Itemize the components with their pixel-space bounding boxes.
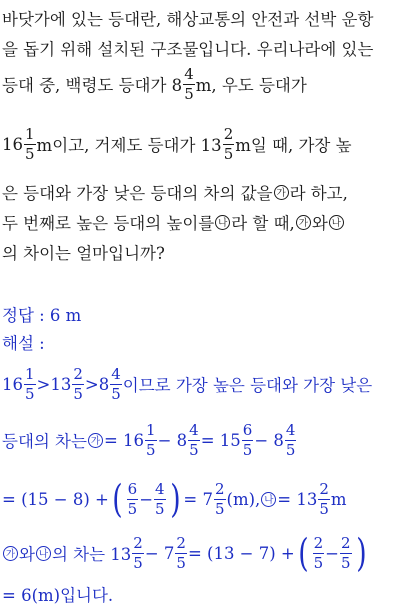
circled-ga-symbol: 가: [88, 433, 103, 448]
numerator: 2: [340, 533, 351, 552]
fraction: [313, 533, 325, 572]
explanation-line-1: [2, 362, 398, 406]
math-text: (m),: [226, 489, 261, 509]
numerator: 2: [176, 533, 186, 552]
question-text: 두 번째로 높은 등대의 높이를: [2, 214, 215, 233]
denominator: 5: [184, 84, 194, 103]
denominator: 5: [25, 144, 35, 163]
explanation-line-5: [2, 582, 398, 606]
fraction: [214, 479, 226, 518]
math-text: 8: [98, 374, 110, 394]
denominator: 5: [189, 440, 199, 459]
numerator: 4: [189, 420, 199, 439]
fraction: [24, 364, 36, 403]
math-text: −: [139, 489, 154, 509]
math-text: = 16: [103, 430, 145, 450]
question-text: m이고, 거제도 등대가 13: [36, 136, 222, 155]
math-text: − 8: [157, 430, 188, 450]
numerator: 2: [133, 533, 143, 552]
question-line-1: [2, 6, 398, 30]
question-line-6: [2, 210, 398, 234]
question-text: 와: [311, 214, 328, 233]
fraction: [242, 420, 254, 459]
question-text: 16: [2, 134, 23, 154]
fraction: [127, 479, 139, 518]
math-text: = 13: [277, 489, 318, 509]
fraction: [318, 479, 330, 518]
explanation-line-2: [2, 418, 398, 462]
math-text: m: [330, 489, 347, 509]
denominator: 5: [319, 499, 329, 518]
question-line-4: [2, 122, 398, 166]
circled-na-symbol: 나: [36, 546, 51, 561]
numerator: 4: [155, 479, 165, 498]
denominator: 5: [133, 553, 143, 572]
numerator: 1: [146, 420, 156, 439]
numerator: 2: [223, 124, 234, 143]
question-line-2: [2, 36, 398, 60]
right-paren: ): [355, 531, 367, 575]
numerator: 2: [313, 533, 324, 552]
fraction: [223, 124, 235, 163]
circled-ga-symbol: 가: [274, 185, 289, 200]
numerator: 2: [319, 479, 329, 498]
fraction: [145, 420, 157, 459]
math-text: = (13 − 7) +: [187, 543, 295, 563]
math-text: = 6(m)입니다.: [2, 586, 114, 605]
explanation-text: 등대의 차는: [2, 432, 87, 451]
explanation-label: 해설 :: [2, 334, 45, 353]
answer-line: [2, 302, 398, 326]
fraction: [72, 364, 84, 403]
fraction: [154, 479, 166, 518]
fraction: [175, 533, 187, 572]
numerator: 4: [111, 364, 121, 383]
fraction: [285, 420, 297, 459]
denominator: 5: [146, 440, 156, 459]
denominator: 5: [111, 384, 121, 403]
question-line-5: [2, 180, 398, 204]
fraction: [24, 124, 36, 163]
denominator: 5: [73, 384, 83, 403]
fraction: [188, 420, 200, 459]
circled-ga-symbol: 가: [3, 546, 18, 561]
math-text: >: [36, 374, 51, 394]
question-text: 은 등대와 가장 낮은 등대의 차의 값을: [2, 184, 273, 203]
circled-na-symbol: 나: [261, 492, 276, 507]
question-line-7: [2, 240, 398, 264]
circled-ga-symbol: 가: [296, 215, 311, 230]
fraction: [183, 64, 195, 103]
circled-na-symbol: 나: [329, 215, 344, 230]
explanation-line-3: [2, 474, 398, 524]
denominator: 5: [242, 440, 253, 459]
explanation-line-4: [2, 528, 398, 578]
denominator: 5: [340, 553, 351, 572]
fraction: [110, 364, 122, 403]
explanation-label-line: [2, 330, 398, 354]
question-text: 라 하고,: [289, 184, 348, 203]
math-text: − 7: [144, 543, 175, 563]
math-text: −: [325, 543, 339, 563]
question-line-3: [2, 62, 398, 106]
denominator: 5: [127, 499, 138, 518]
denominator: 5: [25, 384, 35, 403]
numerator: 1: [25, 364, 35, 383]
question-text: m일 때, 가장 높: [235, 136, 352, 155]
left-paren: (: [297, 531, 309, 575]
circled-na-symbol: 나: [215, 215, 230, 230]
explanation-text: 의 차는 13: [51, 545, 132, 564]
math-text: 13: [50, 374, 72, 394]
question-text: m, 우도 등대가: [195, 76, 307, 95]
math-text: − 8: [254, 430, 284, 450]
numerator: 2: [73, 364, 83, 383]
explanation-text: 이므로 가장 높은 등대와 가장 낮은: [122, 376, 373, 395]
math-text: = 15: [200, 430, 241, 450]
numerator: 2: [214, 479, 225, 498]
math-text: = (15 − 8) +: [2, 489, 109, 509]
numerator: 6: [242, 420, 253, 439]
fraction: [340, 533, 352, 572]
right-paren: ): [169, 477, 181, 521]
explanation-text: 와: [19, 545, 35, 564]
question-text: 라 할 때,: [231, 214, 295, 233]
answer-label: 정답 : 6 m: [2, 306, 82, 325]
denominator: 5: [285, 440, 296, 459]
math-text: 16: [2, 374, 23, 394]
question-text: 바닷가에 있는 등대란, 해상교통의 안전과 선박 운항: [2, 10, 374, 29]
denominator: 5: [214, 499, 225, 518]
math-text: = 7: [183, 489, 213, 509]
numerator: 4: [285, 420, 296, 439]
denominator: 5: [313, 553, 324, 572]
left-paren: (: [112, 477, 123, 521]
numerator: 1: [25, 124, 35, 143]
math-text: >: [84, 374, 99, 394]
numerator: 6: [127, 479, 138, 498]
fraction: [132, 533, 144, 572]
numerator: 4: [184, 64, 194, 83]
denominator: 5: [223, 144, 234, 163]
denominator: 5: [155, 499, 165, 518]
denominator: 5: [176, 553, 186, 572]
question-text: 을 돕기 위해 설치된 구조물입니다. 우리나라에 있는: [2, 40, 374, 59]
question-text: 의 차이는 얼마입니까?: [2, 244, 165, 263]
question-text: 등대 중, 백령도 등대가 8: [2, 76, 183, 95]
